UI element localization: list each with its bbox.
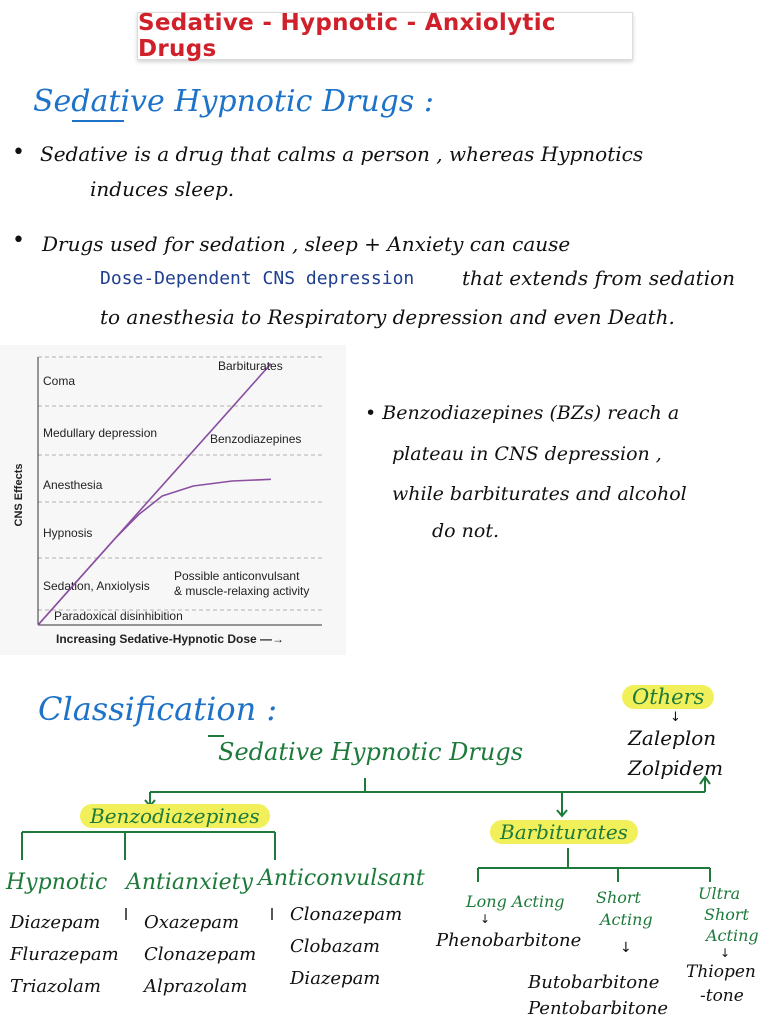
group-short-acting-1: Short [596,888,641,907]
ultra-short-arrow: ↓ [720,946,731,960]
tree-root: Sedative Hypnotic Drugs [218,738,524,766]
section-heading: Sedative Hypnotic Drugs : [33,84,434,119]
cns-effects-chart [0,345,346,655]
zone-label: Medullary depression [43,426,158,440]
benzodiazepines-highlight: Benzodiazepines [80,804,270,828]
zone-label: Coma [43,374,76,388]
hypnotic-item-2: Flurazepam [10,944,119,965]
y-axis-label: CNS Effects [13,463,25,527]
side-note-line3: while barbiturates and alcohol [392,483,687,505]
barbiturates-highlight: Barbiturates [490,820,638,844]
series-label-benzodiazepines: Benzodiazepines [210,432,302,446]
hypnotic-item-3: Triazolam [10,976,101,997]
group-long-acting: Long Acting [466,892,565,911]
side-note-line1: • Benzodiazepines (BZs) reach a [365,402,680,424]
hypnotic-item-1: Diazepam [10,912,101,933]
heading-underline [72,120,124,122]
antianxiety-item-2: Clonazepam [144,944,257,965]
short-acting-item-1: Butobarbitone [528,972,660,993]
bullet2-line3: to anesthesia to Respiratory depression and even Death. [100,305,675,329]
bullet1-line2: induces sleep. [90,177,235,201]
zone-label: Anesthesia [43,478,103,492]
zone-label: Hypnosis [43,526,93,540]
anticonvulsant-item-2: Clobazam [290,936,380,957]
short-acting-arrow: ↓ [620,940,632,956]
short-acting-item-2: Pentobarbitone [528,998,669,1019]
page-title: Sedative - Hypnotic - Anxiolytic Drugs [138,10,556,62]
zone-note-line1: Possible anticonvulsant [174,569,300,583]
group-short-acting-2: Acting [600,910,653,929]
group-antianxiety: Antianxiety [126,870,253,895]
root-overline [208,735,224,737]
anticonvulsant-item-3: Diazepam [290,968,381,989]
antianxiety-item-1: Oxazepam [144,912,240,933]
long-acting-arrow: ↓ [480,912,491,926]
x-axis-label: Increasing Sedative-Hypnotic Dose —→ [56,632,285,646]
others-arrow: ↓ [670,710,681,725]
antianxiety-item-3: Alprazolam [144,976,248,997]
classification-heading: Classification : [38,690,278,728]
side-note-line4: do not. [432,520,499,542]
zone-note-line2: & muscle-relaxing activity [174,584,310,598]
group-ultra-short-3: Acting [706,926,759,945]
bullet-dot: • [12,228,25,253]
bullet-dot: • [12,140,25,165]
others-item-1: Zaleplon [628,726,717,750]
bullet1-line1: Sedative is a drug that calms a person , whereas Hypnotics [40,142,644,166]
title-box [137,12,633,60]
group-anticonvulsant: Anticonvulsant [258,866,425,891]
ultra-short-item-2: -tone [700,986,744,1006]
long-acting-item-1: Phenobarbitone [436,930,582,951]
anticonvulsant-item-1: Clonazepam [290,904,403,925]
bullet2-line2-rest: that extends from sedation [462,266,736,290]
tree-connectors [0,770,768,920]
zone-label: Sedation, Anxiolysis [43,579,150,593]
group-hypnotic: Hypnotic [6,870,108,895]
others-highlight: Others [622,685,714,709]
others-item-2: Zolpidem [628,756,724,780]
bullet2-line1: Drugs used for sedation , sleep + Anxiety can cause [42,232,571,256]
group-ultra-short-1: Ultra [698,884,741,903]
bullet2-highlight: Dose-Dependent CNS depression [100,268,415,289]
ultra-short-item-1: Thiopen [686,962,756,982]
others-label [622,685,714,709]
benzodiazepines-node [80,804,270,828]
series-label-barbiturates: Barbiturates [218,359,283,373]
zone-label: Paradoxical disinhibition [54,609,183,623]
group-ultra-short-2: Short [704,905,749,924]
barbiturates-node [490,820,638,844]
chart-svg [0,345,346,655]
side-note-line2: plateau in CNS depression , [392,443,662,465]
